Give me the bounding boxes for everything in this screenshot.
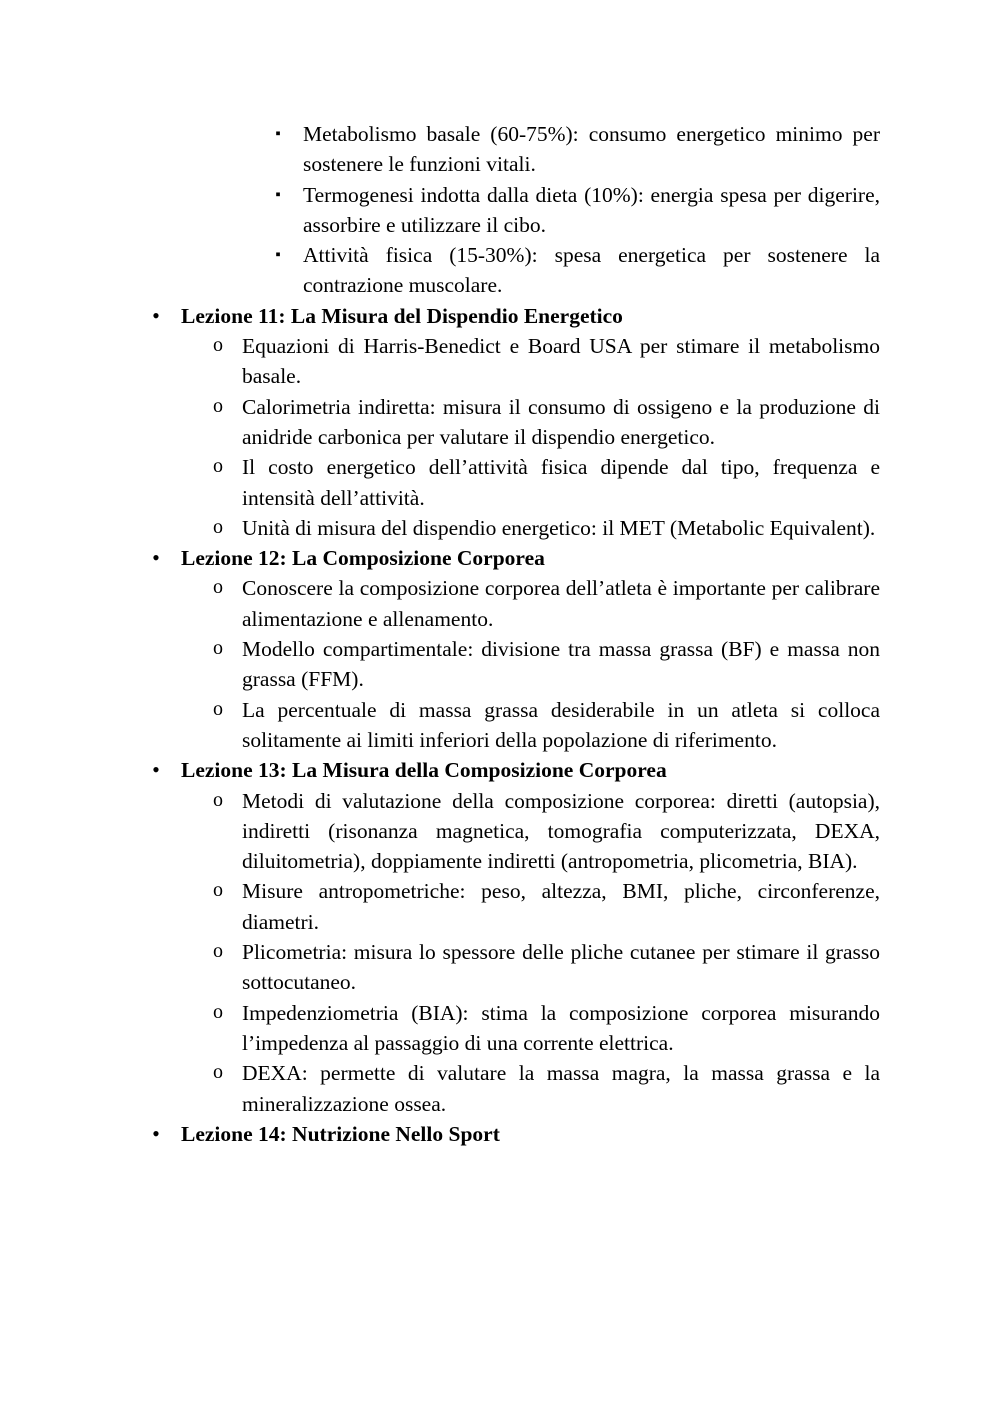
circle-bullet-icon: o <box>213 515 223 538</box>
lesson-item-text: Equazioni di Harris-Benedict e Board USA per stimare il metabolismo basale. <box>242 334 880 389</box>
square-bullet-icon: ▪ <box>275 247 281 264</box>
circle-bullet-icon: o <box>213 637 223 660</box>
square-bullet-icon: ▪ <box>275 186 281 203</box>
bullet-icon: • <box>152 1120 160 1146</box>
lesson-item <box>0 937 1000 998</box>
lesson-heading-text: Lezione 11: La Misura del Dispendio Energetico <box>181 303 623 328</box>
lesson-item <box>0 786 1000 877</box>
circle-bullet-icon: o <box>213 576 223 599</box>
lesson-item-text: Plicometria: misura lo spessore delle pliche cutanee per stimare il grasso sottocutaneo. <box>242 940 880 995</box>
intro-bullet-item <box>0 119 1000 180</box>
circle-bullet-icon: o <box>213 1061 223 1084</box>
lesson-heading-text: Lezione 13: La Misura della Composizione Corporea <box>181 758 667 783</box>
intro-bullet-list <box>0 119 1000 301</box>
lesson-item-text: La percentuale di massa grassa desiderabile in un atleta si colloca solitamente ai limiti inferiori della popolazione di riferimento. <box>242 697 880 752</box>
circle-bullet-icon: o <box>213 697 223 720</box>
circle-bullet-icon: o <box>213 1000 223 1023</box>
lesson-item-text: Metodi di valutazione della composizione corporea: diretti (autopsia), indiretti (risonanza magnetica, tomografia computerizzata, DEXA, diluitometria), doppiamente indiretti (antropometria, plicometria, BIA). <box>242 788 880 874</box>
lesson-item <box>0 573 1000 634</box>
circle-bullet-icon: o <box>213 788 223 811</box>
lesson-item <box>0 998 1000 1059</box>
lesson-item <box>0 695 1000 756</box>
lesson-heading <box>0 543 1000 573</box>
document-page <box>0 119 1000 1149</box>
lesson-item-text: Calorimetria indiretta: misura il consumo di ossigeno e la produzione di anidride carbonica per valutare il dispendio energetico. <box>242 394 880 449</box>
lesson-item-text: Modello compartimentale: divisione tra massa grassa (BF) e massa non grassa (FFM). <box>242 637 880 692</box>
lesson-heading <box>0 301 1000 331</box>
lesson-heading <box>0 755 1000 785</box>
bullet-icon: • <box>152 545 160 571</box>
circle-bullet-icon: o <box>213 455 223 478</box>
bullet-icon: • <box>152 302 160 328</box>
lesson-item-text: Impedenziometria (BIA): stima la composizione corporea misurando l’impedenza al passaggio di una corrente elettrica. <box>242 1000 880 1055</box>
bullet-icon: • <box>152 757 160 783</box>
lesson-heading-text: Lezione 14: Nutrizione Nello Sport <box>181 1121 500 1146</box>
square-bullet-icon: ▪ <box>275 126 281 142</box>
lesson-item <box>0 331 1000 392</box>
lesson-item-text: Il costo energetico dell’attività fisica dipende dal tipo, frequenza e intensità dell’attività. <box>242 455 880 510</box>
lesson-list <box>0 301 1000 1149</box>
lesson-item <box>0 452 1000 513</box>
lesson-item-text: Misure antropometriche: peso, altezza, BMI, pliche, circonferenze, diametri. <box>242 879 880 934</box>
lesson-item <box>0 634 1000 695</box>
lesson-item-text: Unità di misura del dispendio energetico: il MET (Metabolic Equivalent). <box>242 515 876 540</box>
intro-bullet-item-text: Termogenesi indotta dalla dieta (10%): energia spesa per digerire, assorbire e utilizzare il cibo. <box>303 182 880 237</box>
lesson-item <box>0 876 1000 937</box>
lesson-heading-text: Lezione 12: La Composizione Corporea <box>181 546 545 571</box>
lesson-item <box>0 1058 1000 1119</box>
lesson-item <box>0 513 1000 543</box>
lesson-heading <box>0 1119 1000 1149</box>
intro-bullet-item <box>0 240 1000 301</box>
intro-bullet-item <box>0 180 1000 241</box>
circle-bullet-icon: o <box>213 940 223 963</box>
intro-bullet-item-text: Attività fisica (15-30%): spesa energetica per sostenere la contrazione muscolare. <box>303 243 880 298</box>
circle-bullet-icon: o <box>213 394 223 417</box>
circle-bullet-icon: o <box>213 334 223 357</box>
lesson-item <box>0 392 1000 453</box>
intro-bullet-item-text: Metabolismo basale (60-75%): consumo energetico minimo per sostenere le funzioni vitali. <box>303 122 880 177</box>
circle-bullet-icon: o <box>213 879 223 902</box>
lesson-item-text: Conoscere la composizione corporea dell’atleta è importante per calibrare alimentazione e allenamento. <box>242 576 880 631</box>
lesson-item-text: DEXA: permette di valutare la massa magra, la massa grassa e la mineralizzazione ossea. <box>242 1061 880 1116</box>
